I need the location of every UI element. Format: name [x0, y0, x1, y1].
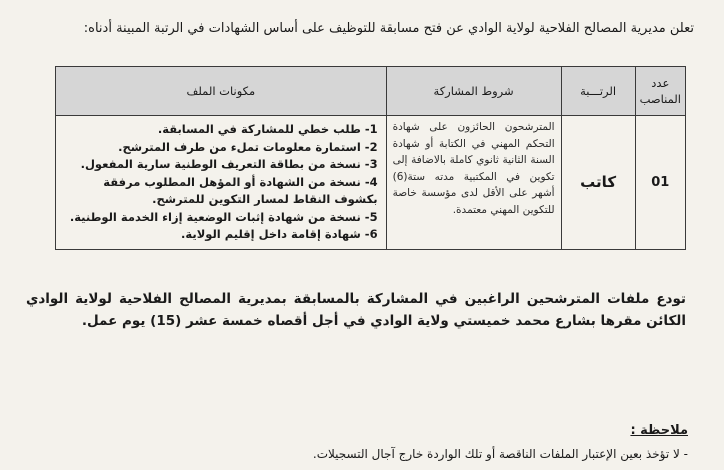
list-item: 6- شهادة إقامة داخل إقليم الولاية. — [181, 227, 378, 241]
cell-files — [56, 116, 387, 250]
cell-rank: كاتب — [561, 116, 635, 250]
header-rank: الرتـــبة — [561, 67, 635, 116]
table-row — [56, 116, 686, 250]
list-item: 3- نسخة من بطاقة التعريف الوطنية سارية المفعول. — [80, 157, 378, 171]
intro-paragraph: تعلن مديرية المصالح الفلاحية لولاية الوادي عن فتح مسابقة للتوظيف على أساس الشهادات في الرتبة المبينة أدناه: — [83, 21, 694, 36]
files-list — [64, 121, 378, 244]
cell-count: 01 — [635, 116, 685, 250]
list-item: 4- نسخة من الشهادة أو المؤهل المطلوب مرفقة بكشوف النقاط لمسار التكوين للمترشح. — [103, 174, 378, 206]
header-files: مكونات الملف — [56, 67, 387, 116]
list-item: 2- استمارة معلومات تملء من طرف المترشح. — [118, 139, 378, 154]
header-count: عدد المناصب — [635, 67, 685, 116]
list-item: 1- طلب خطي للمشاركة في المسابقة. — [157, 122, 378, 136]
note-title: ملاحظة : — [630, 423, 688, 438]
note-text: - لا تؤخذ بعين الإعتبار الملفات الناقصة أو تلك الواردة خارج آجال التسجيلات. — [312, 447, 688, 461]
table-header-row — [56, 67, 686, 116]
deposit-paragraph: تودع ملفات المترشحين الراغبين في المشاركة بالمسابقة بمديرية المصالح الفلاحية لولاية الوادي الكائن مقرها بشارع محمد خميستي ولاية الوادي في أجل أقصاه خمسة عشر (15) يوم عمل. — [26, 291, 686, 329]
list-item: 5- نسخة من شهادة إثبات الوضعية إزاء الخدمة الوطنية. — [69, 209, 378, 224]
header-conditions: شروط المشاركة — [386, 67, 561, 116]
cell-conditions: المترشحون الحائزون على شهادة التحكم المهني في الكتابة أو شهادة السنة الثانية ثانوي كاملة بالاضافة إلى تكوين في المكتبية مدته ستة(6) أشهر على الأقل لدى مؤسسة خاصة للتكوين المهني معتمدة. — [386, 116, 561, 250]
positions-table — [55, 66, 686, 250]
